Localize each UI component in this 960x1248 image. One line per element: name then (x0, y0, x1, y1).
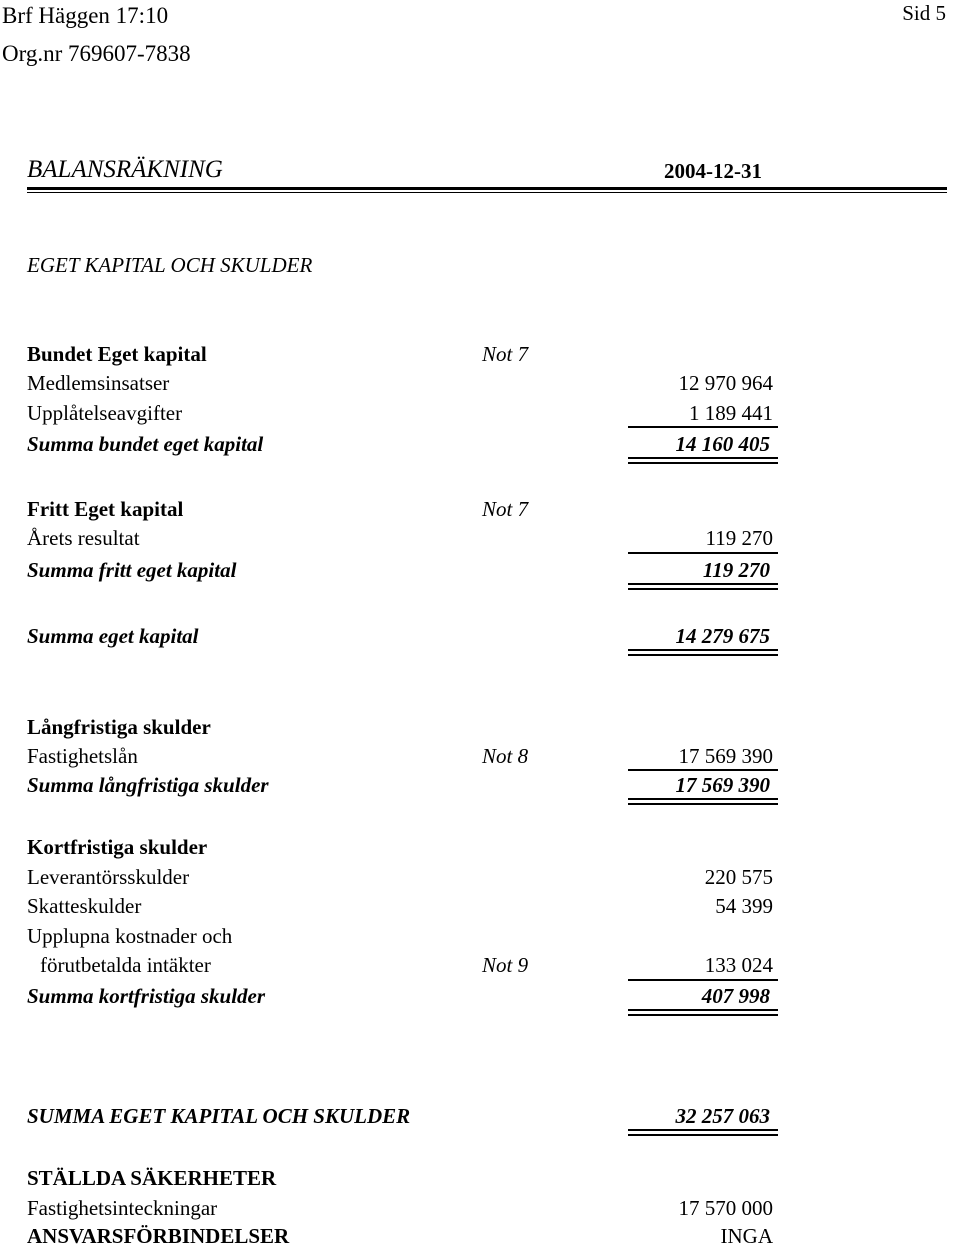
ansvar-value: INGA (720, 1224, 773, 1248)
double-rule-2 (628, 654, 778, 656)
row-label-continued: förutbetalda intäkter (40, 953, 211, 977)
row-label: Upplupna kostnader och (27, 924, 233, 948)
row-value: 1 189 441 (689, 401, 773, 425)
total-value: 32 257 063 (675, 1104, 770, 1128)
double-rule-2 (628, 462, 778, 464)
double-rule-1 (628, 798, 778, 800)
double-rule-2 (628, 1134, 778, 1136)
double-rule-1 (628, 649, 778, 651)
title-rule-1 (27, 187, 947, 190)
row-value: 17 570 000 (678, 1196, 773, 1220)
double-rule-2 (628, 1014, 778, 1016)
sum-label: Summa långfristiga skulder (27, 773, 269, 797)
sum-rule (628, 979, 778, 981)
row-note: Not 9 (482, 953, 529, 977)
double-rule-1 (628, 583, 778, 585)
double-rule-2 (628, 803, 778, 805)
total-label: SUMMA EGET KAPITAL OCH SKULDER (27, 1104, 411, 1128)
page-number: Sid 5 (902, 1, 946, 25)
stallda-heading: STÄLLDA SÄKERHETER (27, 1166, 277, 1190)
double-rule-2 (628, 588, 778, 590)
sum-label: Summa fritt eget kapital (27, 558, 237, 582)
sum-value: 17 569 390 (675, 773, 770, 797)
bundet-note: Not 7 (482, 342, 529, 366)
sum-value: 407 998 (701, 984, 770, 1008)
double-rule-1 (628, 1009, 778, 1011)
page-title: BALANSRÄKNING (27, 156, 223, 183)
title-rule-2 (27, 192, 947, 193)
sum-value: 119 270 (702, 558, 770, 582)
sum-rule (628, 426, 778, 428)
sum-rule (628, 552, 778, 554)
row-label: Skatteskulder (27, 894, 142, 918)
sum-label: Summa kortfristiga skulder (27, 984, 266, 1008)
langfristiga-heading: Långfristiga skulder (27, 715, 211, 739)
row-label: Medlemsinsatser (27, 371, 170, 395)
row-label: Leverantörsskulder (27, 865, 190, 889)
fritt-note: Not 7 (482, 497, 529, 521)
row-label: Fastighetslån (27, 744, 138, 768)
row-note: Not 8 (482, 744, 529, 768)
summa-eget-label: Summa eget kapital (27, 624, 199, 648)
sum-value: 14 160 405 (675, 432, 770, 456)
balance-date: 2004-12-31 (664, 159, 762, 183)
section-title: EGET KAPITAL OCH SKULDER (27, 253, 313, 277)
bundet-heading: Bundet Eget kapital (27, 342, 207, 366)
org-number: Org.nr 769607-7838 (2, 41, 191, 66)
row-label: Fastighetsinteckningar (27, 1196, 218, 1220)
sum-rule (628, 769, 778, 771)
row-value: 17 569 390 (678, 744, 773, 768)
row-label: Årets resultat (27, 526, 140, 550)
row-value: 119 270 (705, 526, 773, 550)
ansvar-label: ANSVARSFÖRBINDELSER (27, 1224, 290, 1248)
company-name: Brf Häggen 17:10 (2, 3, 169, 28)
row-value: 12 970 964 (678, 371, 773, 395)
kortfristiga-heading: Kortfristiga skulder (27, 835, 208, 859)
sum-label: Summa bundet eget kapital (27, 432, 264, 456)
row-value: 54 399 (715, 894, 773, 918)
row-value: 220 575 (704, 865, 773, 889)
row-value: 133 024 (704, 953, 773, 977)
double-rule-1 (628, 1129, 778, 1131)
row-label: Upplåtelseavgifter (27, 401, 183, 425)
summa-eget-value: 14 279 675 (675, 624, 770, 648)
fritt-heading: Fritt Eget kapital (27, 497, 184, 521)
double-rule-1 (628, 457, 778, 459)
